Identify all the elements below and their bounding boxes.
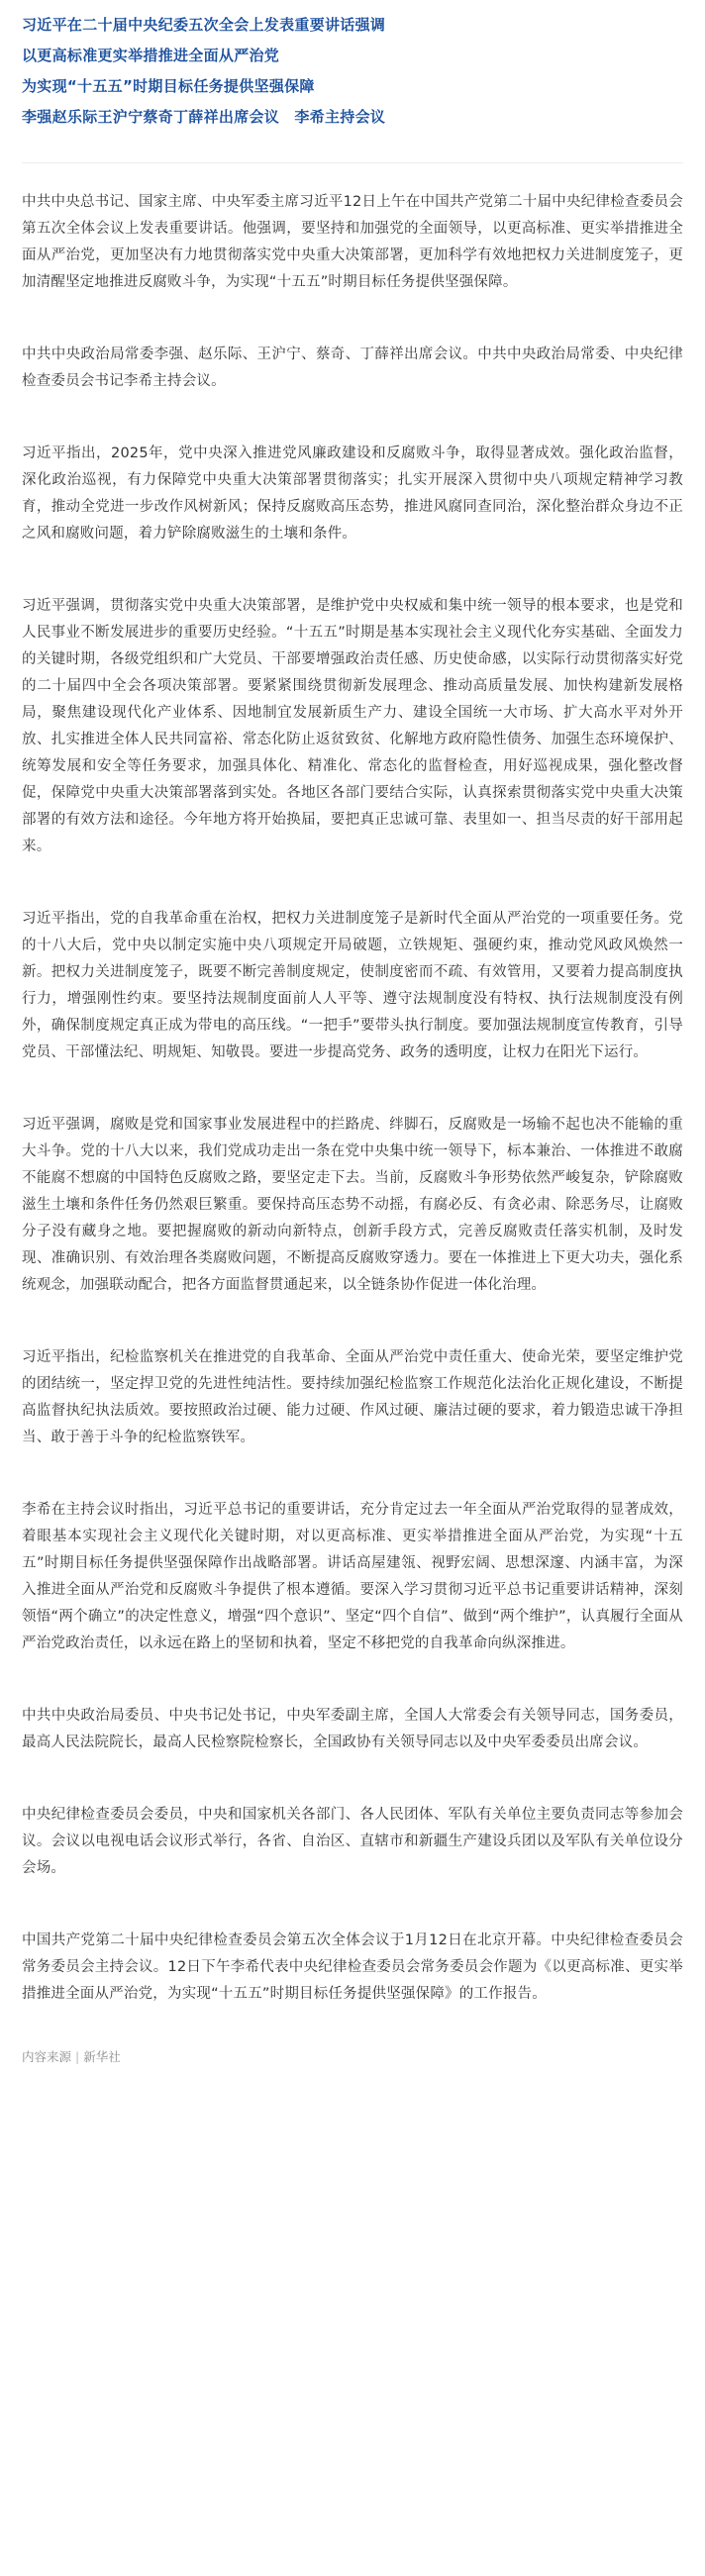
content-source	[22, 2047, 683, 2065]
paragraph-10: 中央纪律检查委员会委员，中央和国家机关各部门、各人民团体、军队有关单位主要负责同志等参加会议。会议以电视电话会议形式举行，各省、自治区、直辖市和新疆生产建设兵团以及军队有关单位设分会场。	[22, 1807, 683, 1876]
headline-line-1: 习近平在二十届中央纪委五次全会上发表重要讲话强调	[22, 16, 386, 34]
paragraph-3: 习近平指出，2025年，党中央深入推进党风廉政建设和反腐败斗争，取得显著成效。强化政治监督，深化政治巡视，有力保障党中央重大决策部署贯彻落实；扎实开展深入贯彻中央八项规定精神学习教育，推动全党进一步改作风树新风；保持反腐败高压态势，推进风腐同查同治，深化整治群众身边不正之风和腐败问题，着力铲除腐败滋生的土壤和条件。	[22, 446, 683, 542]
paragraph-8: 李希在主持会议时指出，习近平总书记的重要讲话，充分肯定过去一年全面从严治党取得的显著成效，着眼基本实现社会主义现代化关键时期，对以更高标准、更实举措推进全面从严治党，为实现“十五五”时期目标任务提供坚强保障作出战略部署。讲话高屋建瓴、视野宏阔、思想深邃、内涵丰富，为深入推进全面从严治党和反腐败斗争提供了根本遵循。要深入学习贯彻习近平总书记重要讲话精神，深刻领悟“两个确立”的决定性意义，增强“四个意识”、坚定“四个自信”、做到“两个维护”，认真履行全面从严治党政治责任，以永远在路上的坚韧和执着，坚定不移把党的自我革命向纵深推进。	[22, 1502, 683, 1651]
paragraph-2: 中共中央政治局常委李强、赵乐际、王沪宁、蔡奇、丁薛祥出席会议。中共中央政治局常委、中央纪律检查委员会书记李希主持会议。	[22, 347, 683, 389]
source-name: 新华社	[83, 2049, 121, 2064]
paragraph-9: 中共中央政治局委员、中央书记处书记，中央军委副主席，全国人大常委会有关领导同志，国务委员，最高人民法院院长，最高人民检察院检察长，全国政协有关领导同志以及中央军委委员出席会议。	[22, 1708, 683, 1750]
headline-divider	[22, 162, 683, 163]
source-separator: |	[75, 2049, 80, 2064]
headline-line-3: 为实现“十五五”时期目标任务提供坚强保障	[22, 77, 315, 95]
headline-line-4: 李强赵乐际王沪宁蔡奇丁薛祥出席会议 李希主持会议	[22, 108, 386, 126]
paragraph-11: 中国共产党第二十届中央纪律检查委员会第五次全体会议于1月12日在北京开幕。中央纪律检查委员会常务委员会主持会议。12日下午李希代表中央纪律检查委员会常务委员会作题为《以更高标准、更实举措推进全面从严治党，为实现“十五五”时期目标任务提供坚强保障》的工作报告。	[22, 1932, 683, 2002]
paragraph-6: 习近平强调，腐败是党和国家事业发展进程中的拦路虎、绊脚石，反腐败是一场输不起也决不能输的重大斗争。党的十八大以来，我们党成功走出一条在党中央集中统一领导下，标本兼治、一体推进不敢腐不能腐不想腐的中国特色反腐败之路，要坚定走下去。当前，反腐败斗争形势依然严峻复杂，铲除腐败滋生土壤和条件任务仍然艰巨繁重。要保持高压态势不动摇，有腐必反、有贪必肃、除恶务尽，让腐败分子没有藏身之地。要把握腐败的新动向新特点，创新手段方式，完善反腐败责任落实机制，及时发现、准确识别、有效治理各类腐败问题，不断提高反腐败穿透力。要在一体推进上下更大功夫，强化系统观念，加强联动配合，把各方面监督贯通起来，以全链条协作促进一体化治理。	[22, 1117, 683, 1293]
headline-line-2: 以更高标准更实举措推进全面从严治党	[22, 47, 280, 64]
paragraph-4: 习近平强调，贯彻落实党中央重大决策部署，是维护党中央权威和集中统一领导的根本要求，也是党和人民事业不断发展进步的重要历史经验。“十五五”时期是基本实现社会主义现代化夯实基础、全面发力的关键时期，各级党组织和广大党员、干部要增强政治责任感、历史使命感，以实际行动贯彻落实好党的二十届四中全会各项决策部署。要紧紧围绕贯彻新发展理念、推动高质量发展、加快构建新发展格局，聚焦建设现代化产业体系、因地制宜发展新质生产力、建设全国统一大市场、扩大高水平对外开放、扎实推进全体人民共同富裕、常态化防止返贫致贫、化解地方政府隐性债务、加强生态环境保护、统筹发展和安全等任务要求，加强具体化、精准化、常态化的监督检查，用好巡视成果，强化整改督促，保障党中央重大决策部署落到实处。各地区各部门要结合实际，认真探索贯彻落实党中央重大决策部署的有效方法和途径。今年地方将开始换届，要把真正忠诚可靠、表里如一、担当尽责的好干部用起来。	[22, 598, 683, 854]
paragraph-7: 习近平指出，纪检监察机关在推进党的自我革命、全面从严治党中责任重大、使命光荣，要坚定维护党的团结统一，坚定捍卫党的先进性纯洁性。要持续加强纪检监察工作规范化法治化正规化建设，不断提高监督执纪执法质效。要按照政治过硬、能力过硬、作风过硬、廉洁过硬的要求，着力锻造忠诚干净担当、敢于善于斗争的纪检监察铁军。	[22, 1349, 683, 1445]
source-label: 内容来源	[22, 2049, 72, 2064]
paragraph-1: 中共中央总书记、国家主席、中央军委主席习近平12日上午在中国共产党第二十届中央纪律检查委员会第五次全体会议上发表重要讲话。他强调，要坚持和加强党的全面领导，以更高标准、更实举措推进全面从严治党，更加坚决有力地贯彻落实党中央重大决策部署，更加科学有效地把权力关进制度笼子，更加清醒坚定地推进反腐败斗争，为实现“十五五”时期目标任务提供坚强保障。	[22, 194, 683, 290]
paragraph-5: 习近平指出，党的自我革命重在治权，把权力关进制度笼子是新时代全面从严治党的一项重要任务。党的十八大后，党中央以制定实施中央八项规定开局破题，立铁规矩、强硬约束，推动党风政风焕然一新。把权力关进制度笼子，既要不断完善制度规定，使制度密而不疏、有效管用，又要着力提高制度执行力，增强刚性约束。要坚持法规制度面前人人平等、遵守法规制度没有特权、执行法规制度没有例外，确保制度规定真正成为带电的高压线。“一把手”要带头执行制度。要加强法规制度宣传教育，引导党员、干部懂法纪、明规矩、知敬畏。要进一步提高党务、政务的透明度，让权力在阳光下运行。	[22, 911, 683, 1060]
article-body	[22, 189, 683, 2008]
article-headline	[22, 10, 683, 133]
